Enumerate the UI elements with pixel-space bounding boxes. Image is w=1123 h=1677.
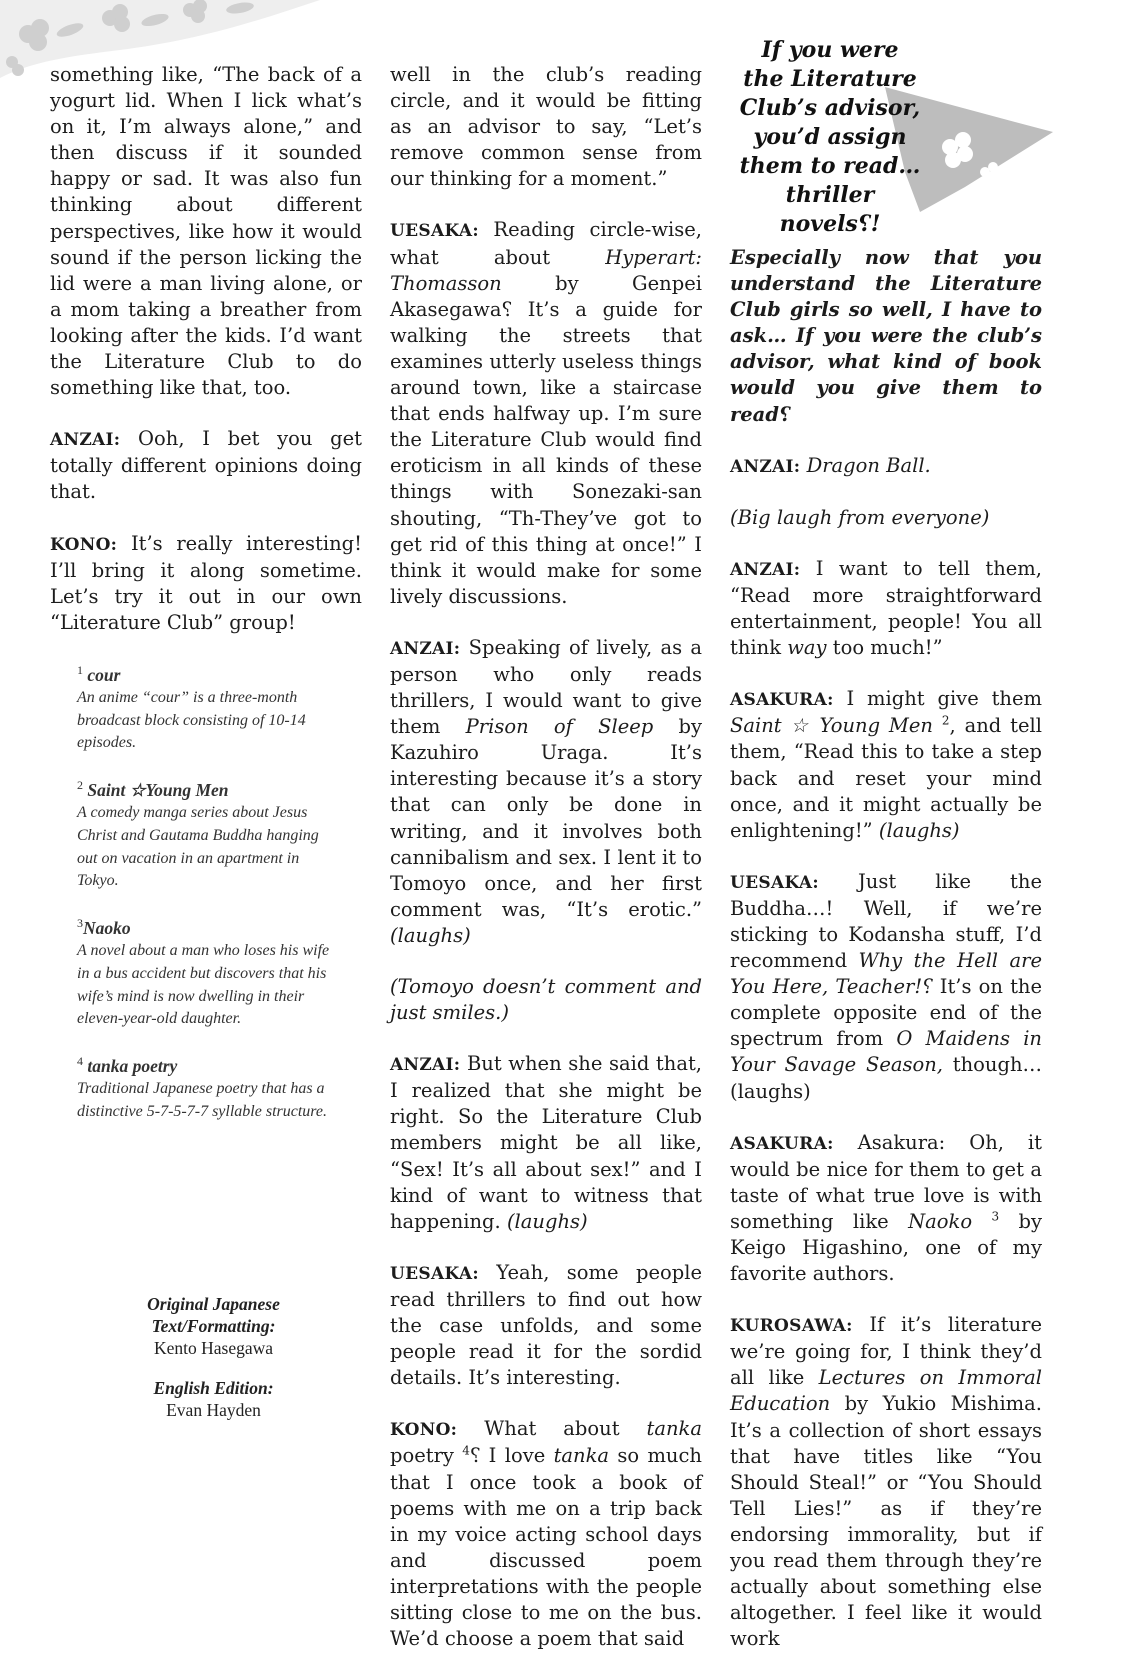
speaker-name: ANZAI: <box>390 638 461 659</box>
speaker-name: ASAKURA: <box>730 1133 834 1154</box>
speaker-name: KONO: <box>390 1420 458 1441</box>
banner-line: them to read… <box>739 153 921 179</box>
speaker-name: UESAKA: <box>390 221 479 242</box>
banner-line: thriller novels⸮! <box>779 182 881 237</box>
paragraph: ASAKURA: Asakura: Oh, it would be nice for them to get a taste of what true love is with something like Naoko $^3$ by Keigo Higashino, one of my favorite authors. <box>730 1130 1043 1286</box>
paragraph: UESAKA: Reading circle-wise, what about Hyperart: Thomasson by Genpei Akasegawa⸮ It’s a guide for walking the streets that examines utterly useless things around town, like a staircase that ends halfway up. I’m sure the Literature Club would find eroticism in all kinds of these things with Sonezaki-san shouting, “Th-They’ve got to get rid of this thing at once!” I think it would make for some lively discussions. <box>390 218 702 608</box>
paragraph: KONO: What about tanka poetry $^4$⸮ I love tanka so much that I once took a book of poems with me on a trip back in my voice acting school days and discussed poem interpretations with the people sitting close to me on the bus. We’d choose a poem that said <box>390 1417 702 1651</box>
paragraph: ANZAI: I want to tell them, “Read more straightforward entertainment, people! You all think way too much!” <box>730 556 1042 660</box>
paragraph: UESAKA: Yeah, some people read thrillers to find out how the case unfolds, and some people read it for the sordid details. It’s interesting. <box>390 1260 702 1390</box>
paragraph: well in the club’s reading circle, and it would be fitting as an advisor to say, “Let’s remove common sense from our thinking for a moment.” <box>390 63 702 191</box>
speaker-name: ANZAI: <box>730 456 801 477</box>
speaker-name: KONO: <box>50 534 118 555</box>
footnote: $^2$ Saint ☆Young Men A comedy manga series about Jesus Christ and Gautama Buddha hanging out on vacation in an apartment in Tokyo. <box>77 778 319 890</box>
paragraph: KUROSAWA: If it’s literature we’re going for, I think they’d all like Lectures on Immoral Education by Yukio Mishima. It’s a collection of short essays that have titles like “You Should Steal!” or “You Should Tell Lies!” as if they’re endorsing immorality, but if you read them through they’re actually about something else altogether. I feel like it would work <box>730 1313 1042 1651</box>
banner-line: the Literature <box>743 66 917 92</box>
banner-heading <box>735 36 925 239</box>
paragraph: ASAKURA: I might give them Saint ☆ Young Men $^2$, and tell them, “Read this to take a step back and reset your mind once, and it might actually be enlightening!” (laughs) <box>730 687 1043 842</box>
credit-label: English Edition: <box>153 1378 274 1398</box>
paragraph: ANZAI: But when she said that, I realized that she might be right. So the Literature Club members might be all like, “Sex! It’s all about sex!” and I kind of want to witness that happening. (laughs) <box>390 1052 702 1233</box>
paragraph: ANZAI: Dragon Ball. <box>730 453 931 477</box>
speaker-name: UESAKA: <box>390 1263 479 1284</box>
paragraph: KONO: It’s really interesting! I’ll bring it along sometime. Let’s try it out in our own “Literature Club” group! <box>50 531 362 634</box>
speaker-name: KUROSAWA: <box>730 1316 853 1337</box>
banner-line: If you were <box>761 37 899 63</box>
speaker-name: UESAKA: <box>730 872 819 893</box>
banner-line: you’d assign <box>753 124 907 150</box>
paragraph: (Tomoyo doesn’t comment and just smiles.) <box>390 975 702 1025</box>
interview-question: Especially now that you understand the Literature Club girls so well, I have to ask… If you were the club’s advisor, what kind of book would you give them to read⸮ <box>730 246 1042 426</box>
credit-name: Evan Hayden <box>166 1400 261 1420</box>
speaker-name: ASAKURA: <box>730 690 834 711</box>
credit-name: Kento Hasegawa <box>153 1338 274 1358</box>
section-banner <box>735 32 1035 237</box>
paragraph: ANZAI: Speaking of lively, as a person who only reads thrillers, I would want to give them Prison of Sleep by Kazuhiro Uraga. It’s interesting because it’s a story that can only be done in writing, and it involves both cannibalism and sex. I lent it to Tomoyo once, and her first comment was, “It’s erotic.” (laughs) <box>390 635 703 947</box>
column-middle <box>390 62 702 1677</box>
column-left <box>50 62 362 661</box>
paragraph: (Big laugh from everyone) <box>730 505 990 529</box>
credit-label: Original Japanese Text/Formatting: <box>147 1294 280 1336</box>
speaker-name: ANZAI: <box>730 559 801 580</box>
paragraph: ANZAI: Ooh, I bet you get totally different opinions doing that. <box>50 427 362 504</box>
credits <box>96 1293 331 1421</box>
paragraph: UESAKA: Just like the Buddha…! Well, if we’re sticking to Kodansha stuff, I’d recommend Why the Hell are You Here, Teacher!⸮ It’s on the complete opposite end of the spectrum from O Maidens in Your Savage Season, though… (laughs) <box>730 869 1042 1103</box>
footnote: $^3$Naoko A novel about a man who loses his wife in a bus accident but discovers that his wife’s mind is now dwelling in their eleven-year-old daughter. <box>77 916 330 1028</box>
speaker-name: ANZAI: <box>390 1055 461 1076</box>
footnote: $^4$ tanka poetry Traditional Japanese poetry that has a distinctive 5-7-5-7-7 syllable structure. <box>77 1054 328 1120</box>
speaker-name: ANZAI: <box>50 430 121 451</box>
column-right <box>730 245 1042 1677</box>
footnote: $^1$ cour An anime “cour” is a three-month broadcast block consisting of 10-14 episodes. <box>77 663 306 752</box>
footnotes <box>77 664 337 1148</box>
paragraph: something like, “The back of a yogurt lid. When I lick what’s on it, I’m always alone,” and then discuss if it sounded happy or sad. It was also fun thinking about different perspectives, like how it would sound if the person licking the lid were a man living alone, or a mom taking a breather from looking after the kids. I’d want the Literature Club to do something like that, too. <box>50 63 362 400</box>
banner-line: Club’s advisor, <box>739 95 921 121</box>
